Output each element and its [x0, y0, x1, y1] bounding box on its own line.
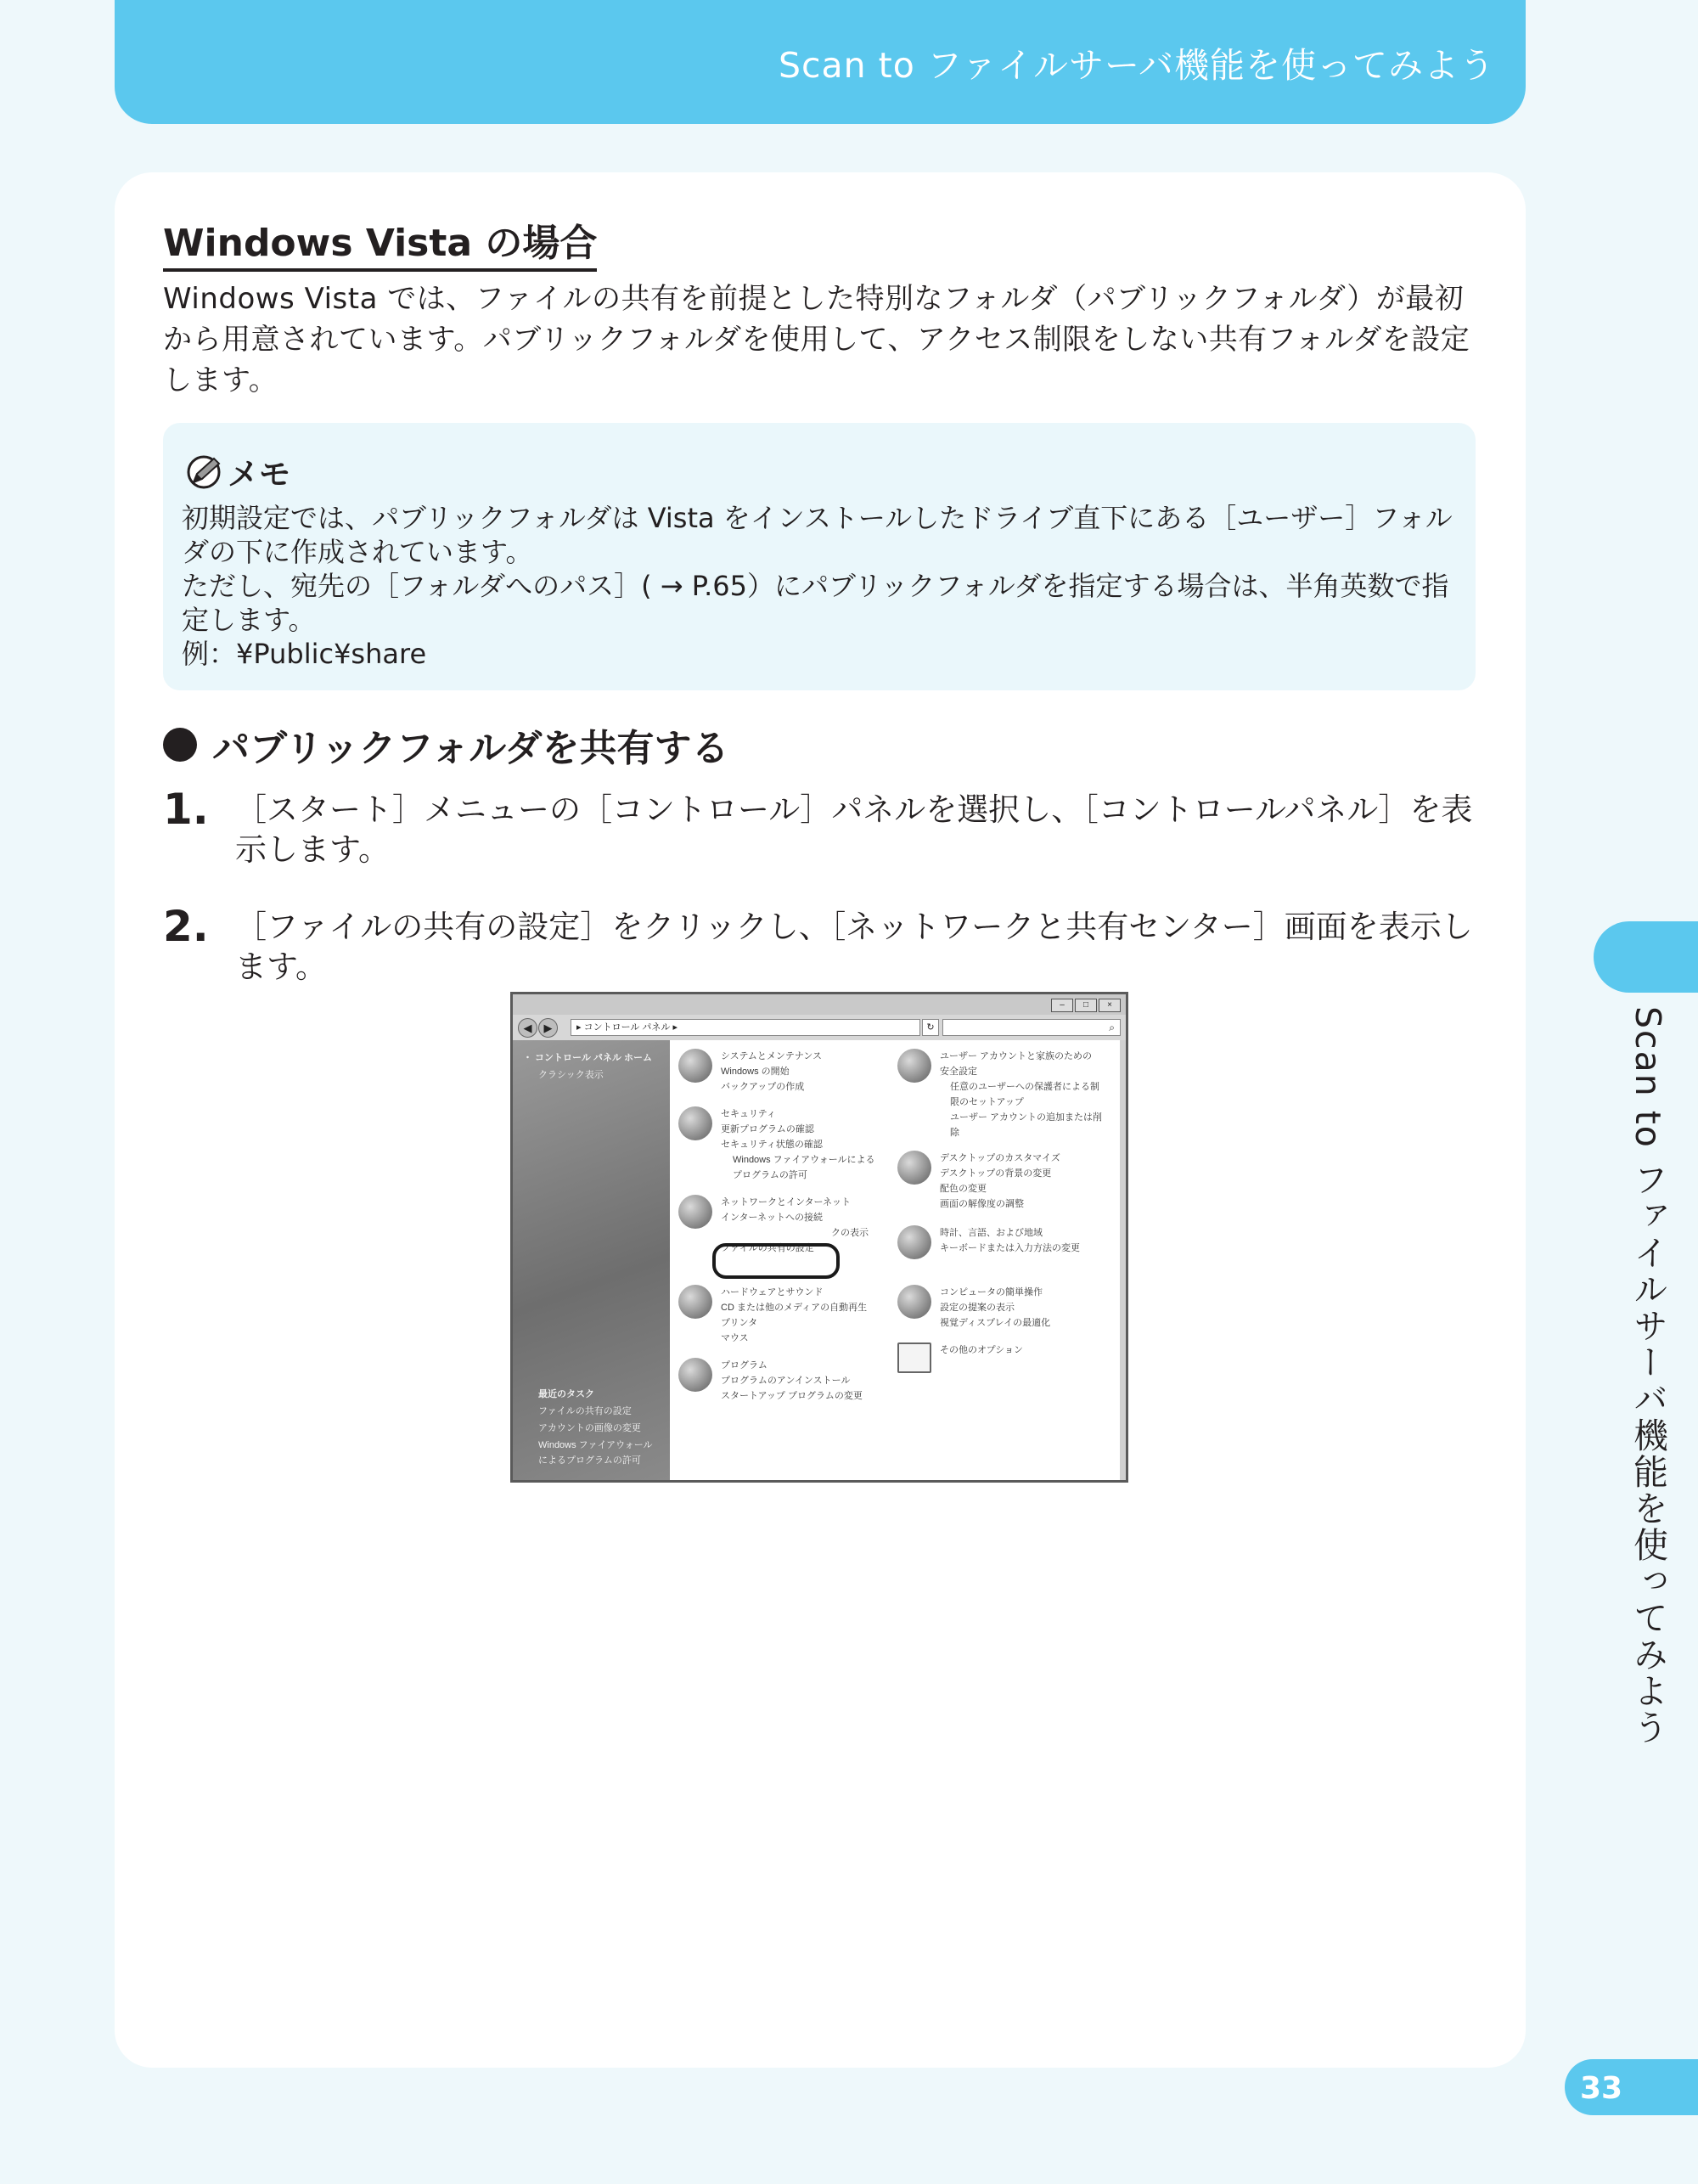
window-sidebar [513, 1040, 670, 1480]
memo-line: 例：¥Public¥share [182, 638, 427, 670]
shield-icon [678, 1106, 712, 1140]
minimize-icon: – [1051, 999, 1073, 1012]
category-line: その他のオプション [940, 1345, 1024, 1355]
category-line: ファイルの共有の設定 [721, 1243, 814, 1253]
address-bar [513, 1015, 1126, 1040]
step-number: 2. [163, 902, 209, 951]
category-line: スタートアップ プログラムの変更 [721, 1391, 863, 1401]
category-line: 任意のユーザーへの保護者による制 [950, 1082, 1099, 1092]
step-number: 1. [163, 785, 209, 834]
highlight-circle [712, 1243, 840, 1279]
search-field [942, 1019, 1121, 1036]
search-icon: ⌕ [1109, 1022, 1115, 1033]
category-line: キーボードまたは入力方法の変更 [940, 1243, 1080, 1253]
memo-title: メモ [228, 456, 290, 493]
bullet-icon [163, 728, 197, 762]
sidebar-recent-item: によるプログラムの許可 [538, 1455, 641, 1466]
refresh-icon: ↻ [922, 1019, 939, 1036]
category-line: セキュリティ [721, 1109, 776, 1119]
memo-line: ただし、宛先の［フォルダへのパス］( → P.65）にパブリックフォルダを指定する場合は、半角英数で指定します。 [182, 570, 1449, 636]
category-line: プリンタ [721, 1318, 758, 1328]
category-line: システムとメンテナンス [721, 1051, 823, 1061]
window-controls [1051, 999, 1121, 1012]
memo-line: 初期設定では、パブリックフォルダは Vista をインストールしたドライブ直下にある［ユーザー］フォルダの下に作成されています。 [182, 502, 1453, 568]
step-text: ［ファイルの共有の設定］をクリックし、［ネットワークと共有センター］画面を表示します。 [235, 909, 1473, 985]
category-line: セキュリティ状態の確認 [721, 1140, 823, 1150]
sidebar-recent-item: Windows ファイアウォール [538, 1440, 653, 1450]
category-line: マウス [721, 1333, 749, 1343]
category-line: コンピュータの簡単操作 [940, 1287, 1043, 1297]
side-tab [1594, 921, 1698, 993]
header-bar [115, 0, 1526, 124]
window-main [670, 1040, 1120, 1480]
clock-globe-icon [897, 1225, 931, 1259]
memo-box [163, 423, 1476, 690]
side-tab-title: Scan to ファイルサーバ機能を使ってみよう [1628, 1006, 1668, 1746]
procedure-heading-text: パブリックフォルダを共有する [212, 727, 729, 770]
accessibility-icon [897, 1285, 931, 1319]
category-line: ユーザー アカウントの追加または削 [950, 1112, 1102, 1123]
category-line: クの表示 [831, 1228, 869, 1238]
sidebar-recent-title: 最近のタスク [538, 1389, 594, 1399]
category-line: 除 [950, 1128, 959, 1138]
category-line: 安全設定 [940, 1067, 977, 1077]
back-icon: ◀ [518, 1018, 537, 1038]
category-line: Windows の開始 [721, 1067, 790, 1077]
category-line: プログラム [721, 1360, 767, 1371]
sidebar-classic: クラシック表示 [538, 1070, 604, 1080]
category-line: バックアップの作成 [721, 1082, 805, 1092]
page-number: 33 [1580, 2071, 1623, 2106]
header-title: Scan to ファイルサーバ機能を使ってみよう [778, 45, 1495, 86]
page-number-tab [1565, 2059, 1698, 2115]
display-icon [897, 1151, 931, 1185]
printer-icon [678, 1285, 712, 1319]
memo-body [182, 501, 1455, 671]
list-icon [897, 1342, 931, 1373]
sidebar-home: ・ コントロール パネル ホーム [523, 1053, 652, 1063]
category-line: Windows ファイアウォールによる [733, 1155, 875, 1165]
procedure-heading [163, 718, 729, 772]
category-line: インターネットへの接続 [721, 1213, 824, 1223]
step-text: ［スタート］メニューの［コントロール］パネルを選択し、［コントロールパネル］を表示します。 [235, 791, 1473, 868]
category-line: ユーザー アカウントと家族のための [940, 1051, 1092, 1061]
forward-icon: ▶ [538, 1018, 558, 1038]
system-icon [678, 1049, 712, 1083]
category-line: デスクトップのカスタマイズ [940, 1153, 1060, 1163]
category-line: ネットワークとインターネット [721, 1197, 852, 1207]
control-panel-screenshot [510, 992, 1128, 1483]
maximize-icon: □ [1075, 999, 1097, 1012]
sidebar-recent-item: ファイルの共有の設定 [538, 1406, 632, 1416]
category-line: 画面の解像度の調整 [940, 1199, 1024, 1209]
category-line: プログラムのアンインストール [721, 1376, 851, 1386]
window-scrollbar [1120, 1040, 1126, 1480]
intro-paragraph: Windows Vista では、ファイルの共有を前提とした特別なフォルダ（パブリックフォルダ）が最初から用意されています。パブリックフォルダを使用して、アクセス制限をしない共有フォルダを設定します。 [163, 282, 1470, 397]
category-line: 配色の変更 [940, 1184, 987, 1194]
memo-heading [185, 448, 290, 494]
programs-icon [678, 1358, 712, 1392]
category-line: プログラムの許可 [733, 1170, 807, 1180]
category-line: デスクトップの背景の変更 [940, 1168, 1052, 1179]
users-icon [897, 1049, 931, 1083]
sidebar-recent-item: アカウントの画像の変更 [538, 1423, 641, 1433]
category-line: CD または他のメディアの自動再生 [721, 1303, 868, 1313]
window-titlebar [513, 994, 1126, 1015]
close-icon: × [1099, 999, 1121, 1012]
section-heading: Windows Vista の場合 [163, 212, 597, 272]
category-line: ハードウェアとサウンド [721, 1287, 824, 1297]
pencil-icon [185, 453, 224, 489]
category-line: 限のセットアップ [950, 1097, 1024, 1107]
category-line: 設定の提案の表示 [940, 1303, 1015, 1313]
network-icon [678, 1195, 712, 1229]
address-field: ▸ コントロール パネル ▸ [571, 1019, 920, 1036]
category-line: 時計、言語、および地域 [940, 1228, 1043, 1238]
category-line: 更新プログラムの確認 [721, 1124, 814, 1134]
category-line: 視覚ディスプレイの最適化 [940, 1318, 1051, 1328]
